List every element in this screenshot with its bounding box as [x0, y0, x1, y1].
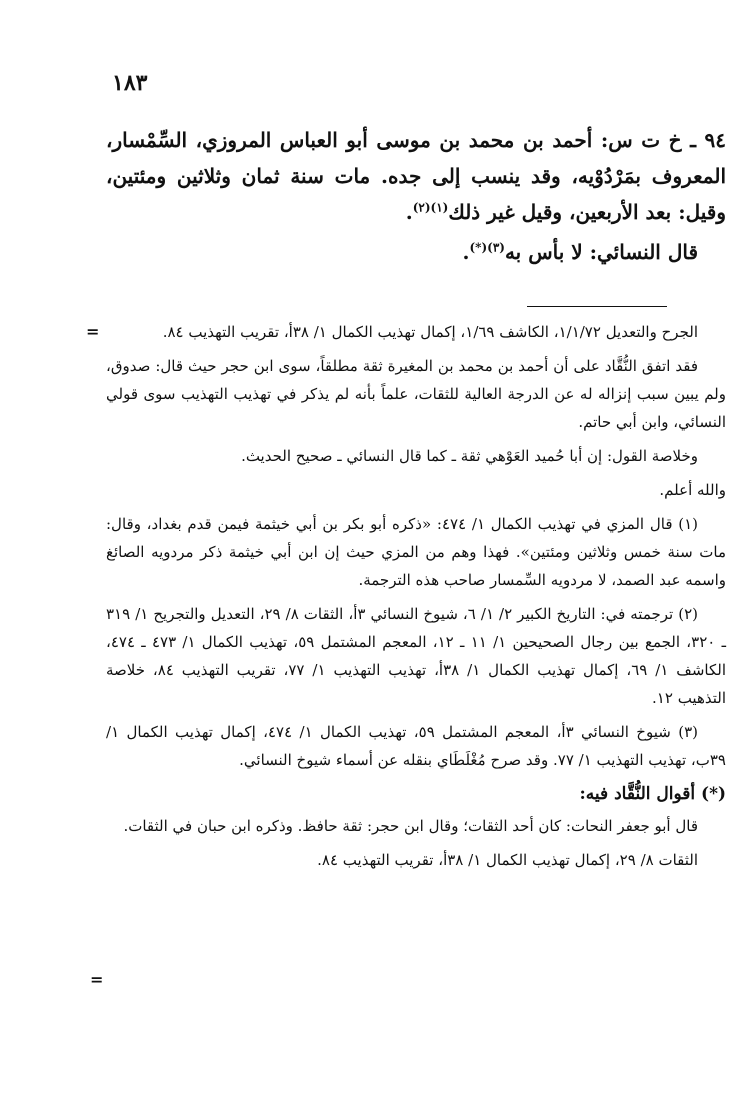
entry-text: ٩٤ ـ خ ت س: أحمد بن محمد بن موسى أبو العباس المروزي، السِّمْسار، المعروف بمَرْدُوْيه، وقد ينسب إلى جده. مات سنة ثمان وثلاثين ومئتين، وقيل: بعد الأربعين، وقيل غير ذلك	[106, 128, 726, 224]
nasai-text: قال النسائي: لا بأس به	[504, 240, 698, 264]
footnote-3: (٣) شيوخ النسائي ٣أ، المعجم المشتمل ٥٩، تهذيب الكمال ١/ ٤٧٤، إكمال تهذيب الكمال ١/ ٣٩ب، تهذيب التهذيب ١/ ٧٧. وقد صرح مُغْلَطَاي بنقله عن أسماء شيوخ النسائي.	[106, 723, 726, 769]
page-number: ١٨٣	[112, 70, 148, 96]
entry-end: .	[405, 200, 413, 224]
main-text	[106, 122, 726, 270]
nasai-footnote-refs[interactable]: (٣)(*)	[469, 240, 505, 255]
footnote-paragraph-2: وخلاصة القول: إن أبا حُميد العَوْهي ثقة ـ كما قال النسائي ـ صحيح الحديث.	[241, 447, 698, 465]
critics-heading: (*) أقوال النُّقَّاد فيه:	[579, 784, 726, 804]
continuation-mark-top: =	[86, 322, 100, 341]
entry-footnote-refs[interactable]: (١)(٢)	[412, 200, 449, 215]
footnote-continuation: الجرح والتعديل ١/١/٧٢، الكاشف ١/٦٩، إكمال تهذيب الكمال ١/ ٣٨أ، تقريب التهذيب ٨٤.	[162, 323, 698, 341]
biography-entry	[106, 122, 726, 230]
nasai-statement	[106, 234, 698, 270]
footnote-paragraph-1: فقد اتفق النُّقَّاد على أن أحمد بن محمد بن المغيرة ثقة مطلقاً، سوى ابن حجر حيث قال: صدوق، ولم يبين سبب إنزاله له عن الدرجة العالية للثقات، علماً بأنه لم يذكر في تهذيب التهذيب سوى قولي النسائي، وابن أبي حاتم.	[106, 357, 726, 431]
footnotes	[106, 318, 726, 880]
footnote-divider	[527, 306, 667, 307]
critics-text: قال أبو جعفر النحات: كان أحد الثقات؛ وقال ابن حجر: ثقة حافظ. وذكره ابن حبان في الثقات.	[123, 817, 698, 835]
footnote-closing: والله أعلم.	[659, 481, 726, 499]
footnote-2: (٢) ترجمته في: التاريخ الكبير ٢/ ١/ ٦، شيوخ النسائي ٣أ، الثقات ٨/ ٢٩، التعديل والتجريح ١/ ٣١٩ ـ ٣٢٠، الجمع بين رجال الصحيحين ١/ ١١ ـ ١٢، المعجم المشتمل ٥٩، تهذيب الكمال ١/ ٤٧٣ ـ ٤٧٤، الكاشف ١/ ٦٩، إكمال تهذيب الكمال ١/ ٣٨أ، تهذيب التهذيب ١/ ٧٧، تقريب التهذيب ٨٤، خلاصة التذهيب ١٢.	[106, 605, 726, 707]
critics-refs: الثقات ٨/ ٢٩، إكمال تهذيب الكمال ١/ ٣٨أ، تقريب التهذيب ٨٤.	[317, 851, 698, 869]
nasai-end: .	[462, 240, 470, 264]
continuation-mark-bottom: =	[90, 970, 104, 989]
footnote-1: (١) قال المزي في تهذيب الكمال ١/ ٤٧٤: «ذكره أبو بكر بن أبي خيثمة فيمن قدم بغداد، وقال: مات سنة خمس وثلاثين ومئتين». فهذا وهم من المزي حيث إن ابن أبي خيثمة ذكر مردويه الصائغ واسمه عبد الصمد، لا مردويه السِّمسار صاحب هذه الترجمة.	[106, 515, 726, 589]
